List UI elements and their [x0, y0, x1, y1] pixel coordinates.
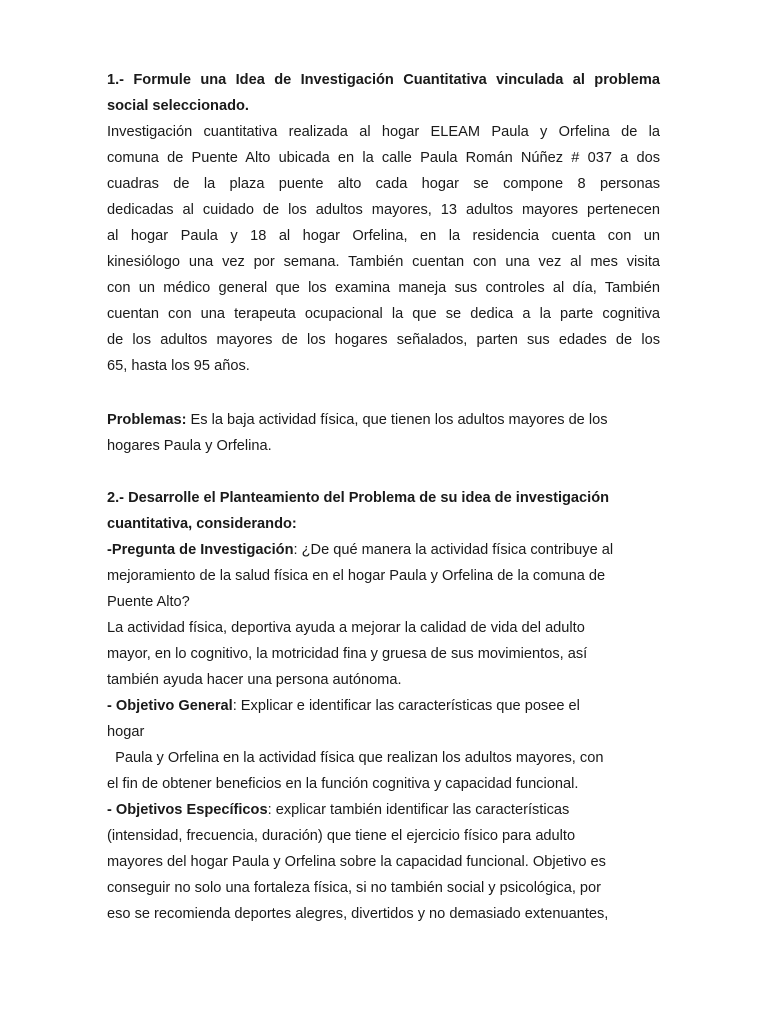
- general-objective-label: - Objetivo General: [107, 698, 233, 714]
- question-line: mejoramiento de la salud física en el hogar Paula y Orfelina de la comuna de: [107, 568, 606, 584]
- paragraph-line: cuentan con una terapeuta ocupacional la que se dedica a la parte cognitiva: [107, 306, 660, 322]
- question-line: Puente Alto?: [107, 594, 190, 610]
- activity-line: también ayuda hacer una persona autónoma.: [107, 672, 402, 688]
- section2-body: [107, 537, 660, 927]
- paragraph-line: 65, hasta los 95 años.: [107, 358, 250, 374]
- problems-label: Problemas:: [107, 412, 187, 428]
- section1-body: [107, 119, 660, 379]
- paragraph-line: al hogar Paula y 18 al hogar Orfelina, en la residencia cuenta con un: [107, 228, 660, 244]
- specific-objectives-text: : explicar también identificar las características: [267, 802, 570, 818]
- general-objective-text: : Explicar e identificar las características que posee el: [232, 698, 580, 714]
- problems-line: [107, 407, 660, 433]
- problems-line: hogares Paula y Orfelina.: [107, 438, 272, 454]
- general-objective-line: hogar: [107, 724, 145, 740]
- specific-objectives-line: mayores del hogar Paula y Orfelina sobre la capacidad funcional. Objetivo es: [107, 854, 606, 870]
- section1-heading-line: social seleccionado.: [107, 98, 249, 114]
- question-line: [107, 537, 660, 563]
- general-objective-line: [107, 693, 660, 719]
- specific-objectives-line: eso se recomienda deportes alegres, divertidos y no demasiado extenuantes,: [107, 906, 609, 922]
- paragraph-line: kinesiólogo una vez por semana. También cuentan con una vez al mes visita: [107, 254, 660, 270]
- activity-line: mayor, en lo cognitivo, la motricidad fina y gruesa de sus movimientos, así: [107, 646, 588, 662]
- section2-heading-line: cuantitativa, considerando:: [107, 516, 297, 532]
- activity-line: La actividad física, deportiva ayuda a mejorar la calidad de vida del adulto: [107, 620, 585, 636]
- question-text: : ¿De qué manera la actividad física contribuye al: [293, 542, 614, 558]
- section2-heading: [107, 485, 660, 537]
- paragraph-line: con un médico general que los examina maneja sus controles al día, También: [107, 280, 660, 296]
- paragraph-line: Investigación cuantitativa realizada al hogar ELEAM Paula y Orfelina de la: [107, 124, 660, 140]
- specific-objectives-line: [107, 797, 660, 823]
- specific-objectives-line: conseguir no solo una fortaleza física, si no también social y psicológica, por: [107, 880, 602, 896]
- problems-text: Es la baja actividad física, que tienen los adultos mayores de los: [186, 412, 608, 428]
- general-objective-line: el fin de obtener beneficios en la función cognitiva y capacidad funcional.: [107, 776, 579, 792]
- specific-objectives-line: (intensidad, frecuencia, duración) que tiene el ejercicio físico para adulto: [107, 828, 576, 844]
- paragraph-line: cuadras de la plaza puente alto cada hogar se compone 8 personas: [107, 176, 660, 192]
- section1-heading-line: 1.- Formule una Idea de Investigación Cuantitativa vinculada al problema: [107, 72, 660, 88]
- section2-heading-line: 2.- Desarrolle el Planteamiento del Problema de su idea de investigación: [107, 490, 610, 506]
- specific-objectives-label: - Objetivos Específicos: [107, 802, 268, 818]
- problems-paragraph: [107, 407, 660, 459]
- section1-heading: [107, 67, 660, 119]
- paragraph-line: de los adultos mayores de los hogares señalados, parten sus edades de los: [107, 332, 660, 348]
- question-label: -Pregunta de Investigación: [107, 542, 294, 558]
- general-objective-line: Paula y Orfelina en la actividad física que realizan los adultos mayores, con: [107, 750, 604, 766]
- paragraph-line: comuna de Puente Alto ubicada en la calle Paula Román Núñez # 037 a dos: [107, 150, 660, 166]
- paragraph-line: dedicadas al cuidado de los adultos mayores, 13 adultos mayores pertenecen: [107, 202, 660, 218]
